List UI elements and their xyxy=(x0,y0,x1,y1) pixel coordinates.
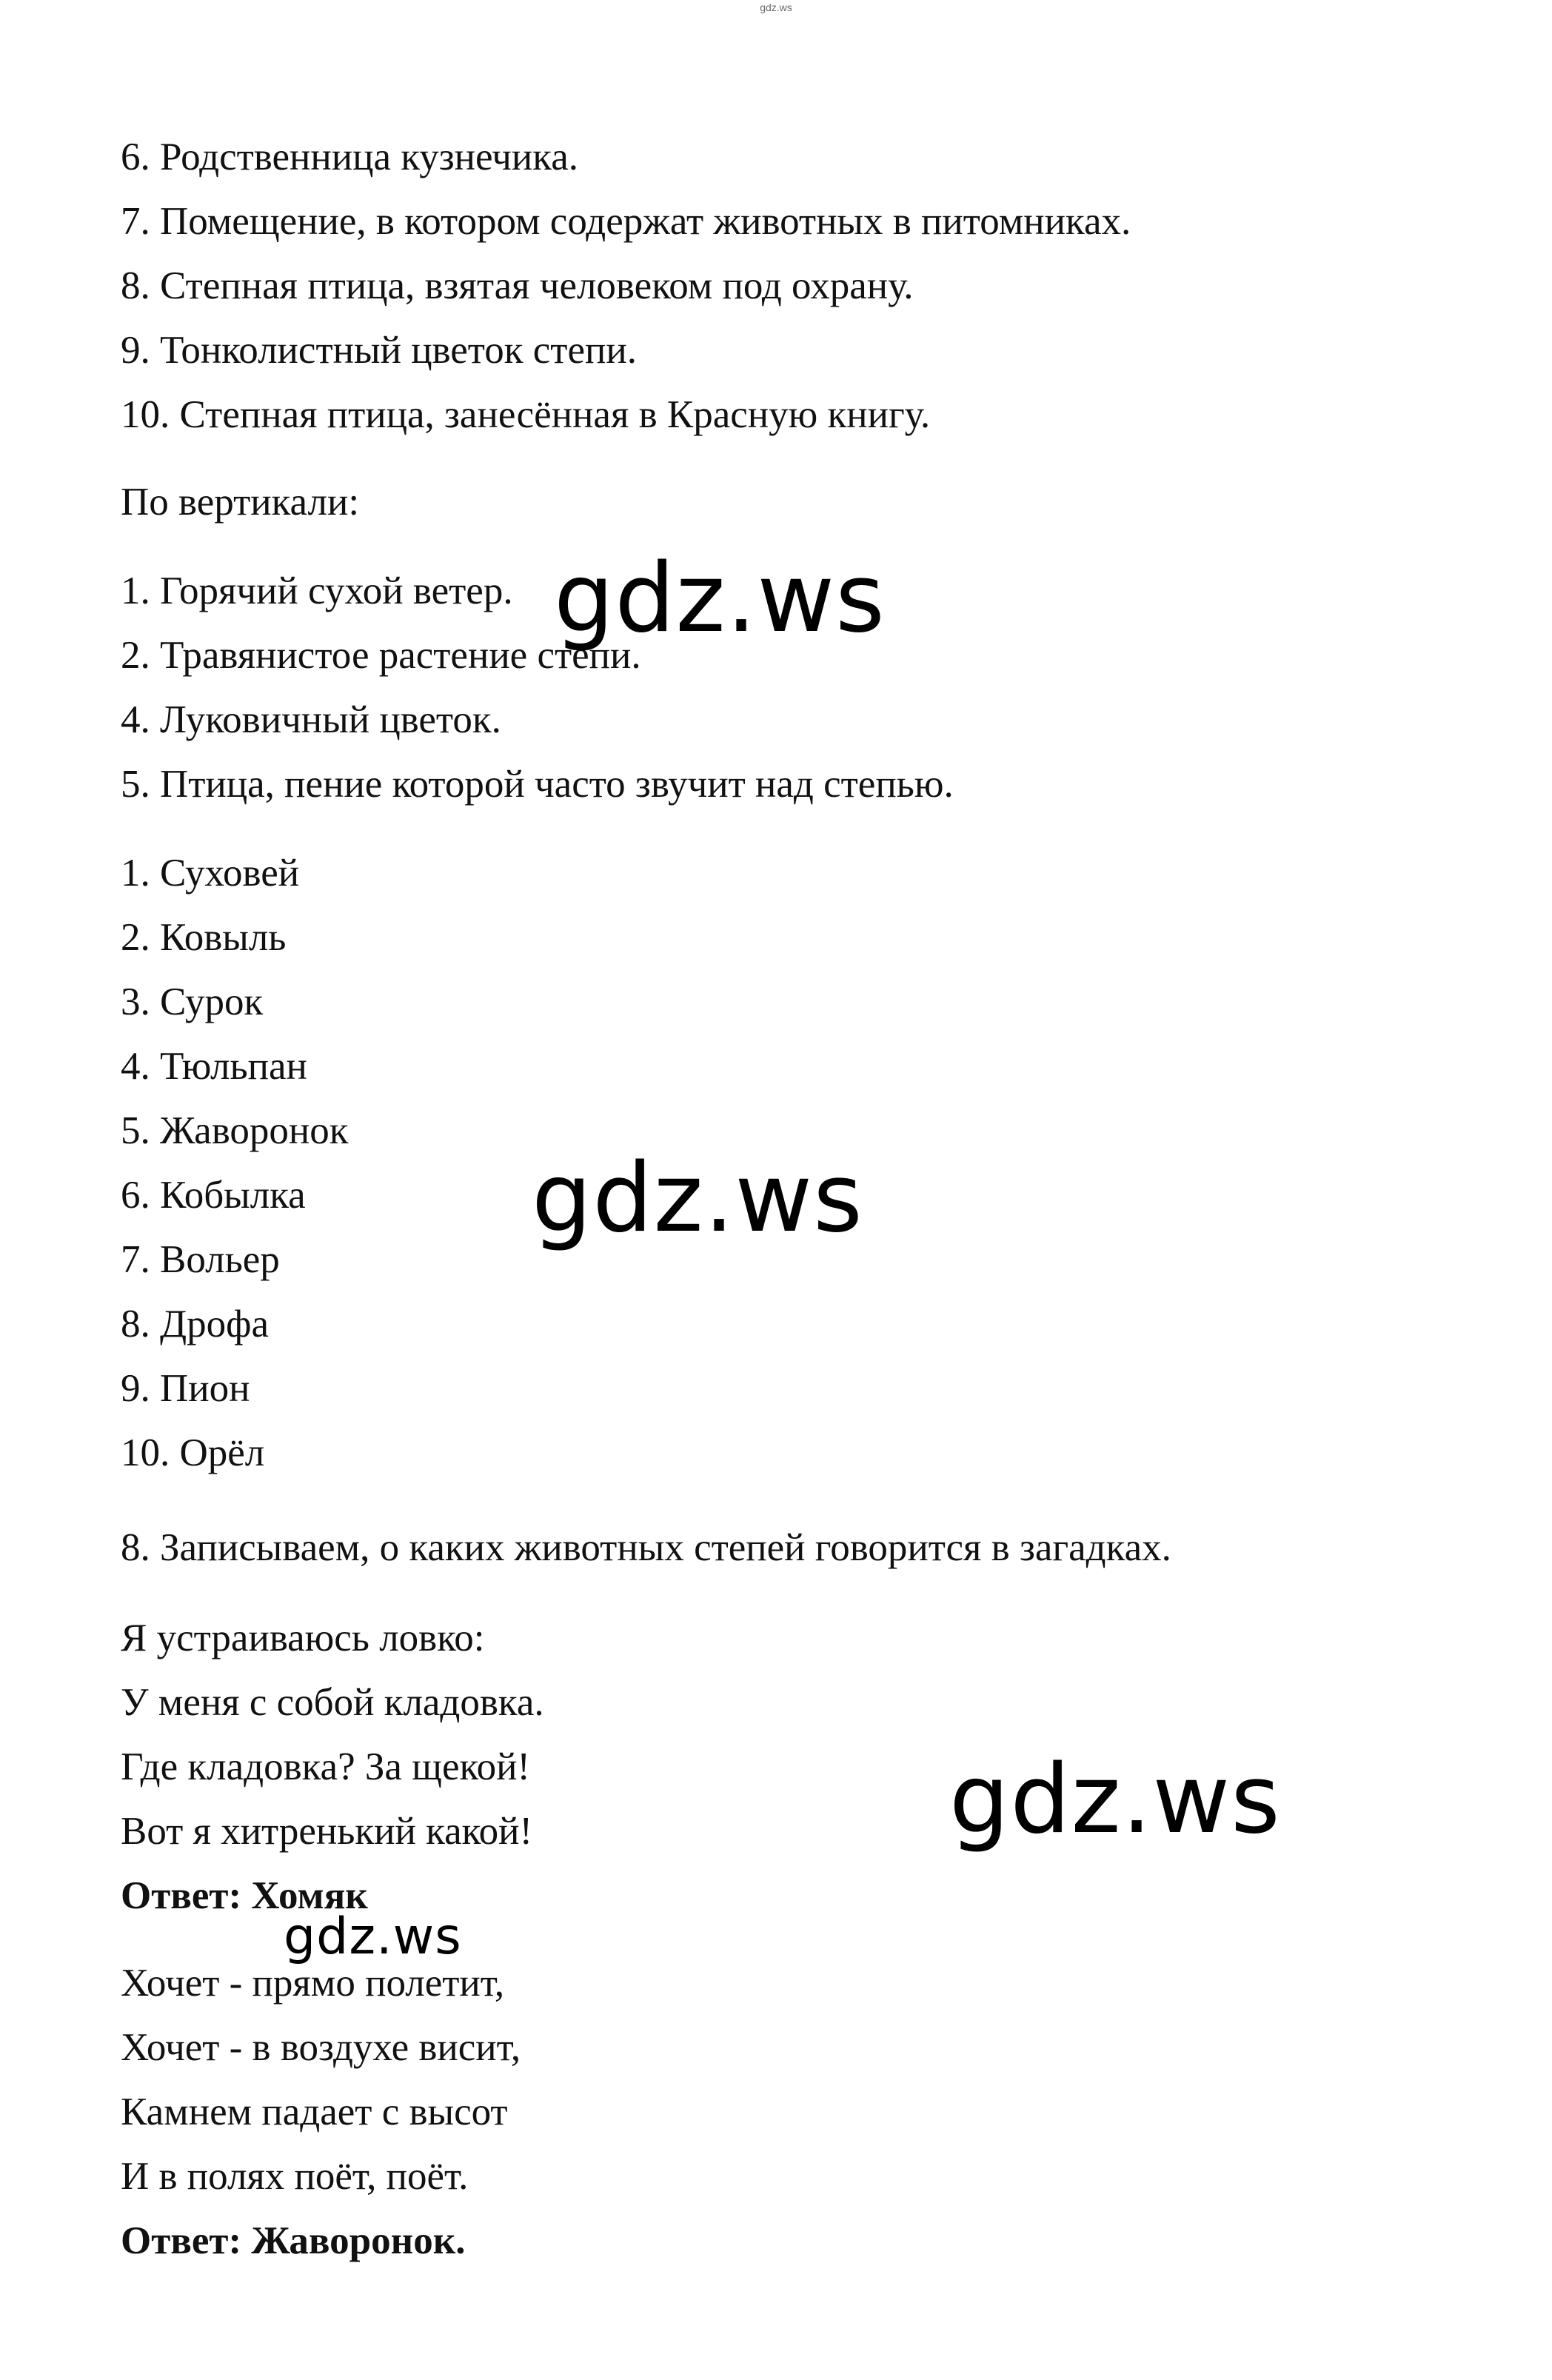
down-item: 4. Луковичный цветок. xyxy=(121,698,501,741)
watermark: gdz.ws xyxy=(554,544,886,654)
answer-item: 2. Ковыль xyxy=(121,916,287,959)
riddle-line: Хочет - прямо полетит, xyxy=(121,1962,505,2005)
riddle-line: Я устраиваюсь ловко: xyxy=(121,1617,485,1659)
answer-item: 6. Кобылка xyxy=(121,1174,306,1217)
riddle-answer: Ответ: Хомяк xyxy=(121,1874,368,1917)
answer-item: 9. Пион xyxy=(121,1367,250,1410)
answer-item: 10. Орёл xyxy=(121,1431,265,1474)
across-item: 6. Родственница кузнечика. xyxy=(121,136,578,178)
riddle-line: Где кладовка? За щекой! xyxy=(121,1745,531,1788)
down-item: 1. Горячий сухой ветер. xyxy=(121,569,513,612)
watermark: gdz.ws xyxy=(532,1143,863,1254)
answer-item: 8. Дрофа xyxy=(121,1303,270,1346)
riddle-answer: Ответ: Жаворонок. xyxy=(121,2219,466,2262)
riddle-line: У меня с собой кладовка. xyxy=(121,1681,544,1724)
watermark: gdz.ws xyxy=(284,1908,462,1966)
riddle-line: Вот я хитренький какой! xyxy=(121,1810,533,1853)
task-heading: 8. Записываем, о каких животных степей говорится в загадках. xyxy=(121,1526,1171,1569)
answer-item: 5. Жаворонок xyxy=(121,1109,349,1152)
down-heading: По вертикали: xyxy=(121,481,360,524)
across-item: 8. Степная птица, взятая человеком под охрану. xyxy=(121,264,914,307)
watermark: gdz.ws xyxy=(949,1745,1281,1855)
answer-item: 4. Тюльпан xyxy=(121,1045,307,1088)
answer-item: 7. Вольер xyxy=(121,1238,280,1281)
across-item: 9. Тонколистный цветок степи. xyxy=(121,329,637,372)
across-item: 10. Степная птица, занесённая в Красную книгу. xyxy=(121,393,931,436)
header-watermark: gdz.ws xyxy=(760,1,792,13)
answer-item: 1. Суховей xyxy=(121,852,300,895)
riddle-line: Хочет - в воздухе висит, xyxy=(121,2026,521,2069)
down-item: 2. Травянистое растение степи. xyxy=(121,634,641,677)
riddle-line: И в полях поёт, поёт. xyxy=(121,2155,469,2198)
down-item: 5. Птица, пение которой часто звучит над степью. xyxy=(121,763,954,806)
riddle-line: Камнем падает с высот xyxy=(121,2090,508,2133)
across-item: 7. Помещение, в котором содержат животных в питомниках. xyxy=(121,200,1131,243)
answer-item: 3. Сурок xyxy=(121,980,264,1023)
